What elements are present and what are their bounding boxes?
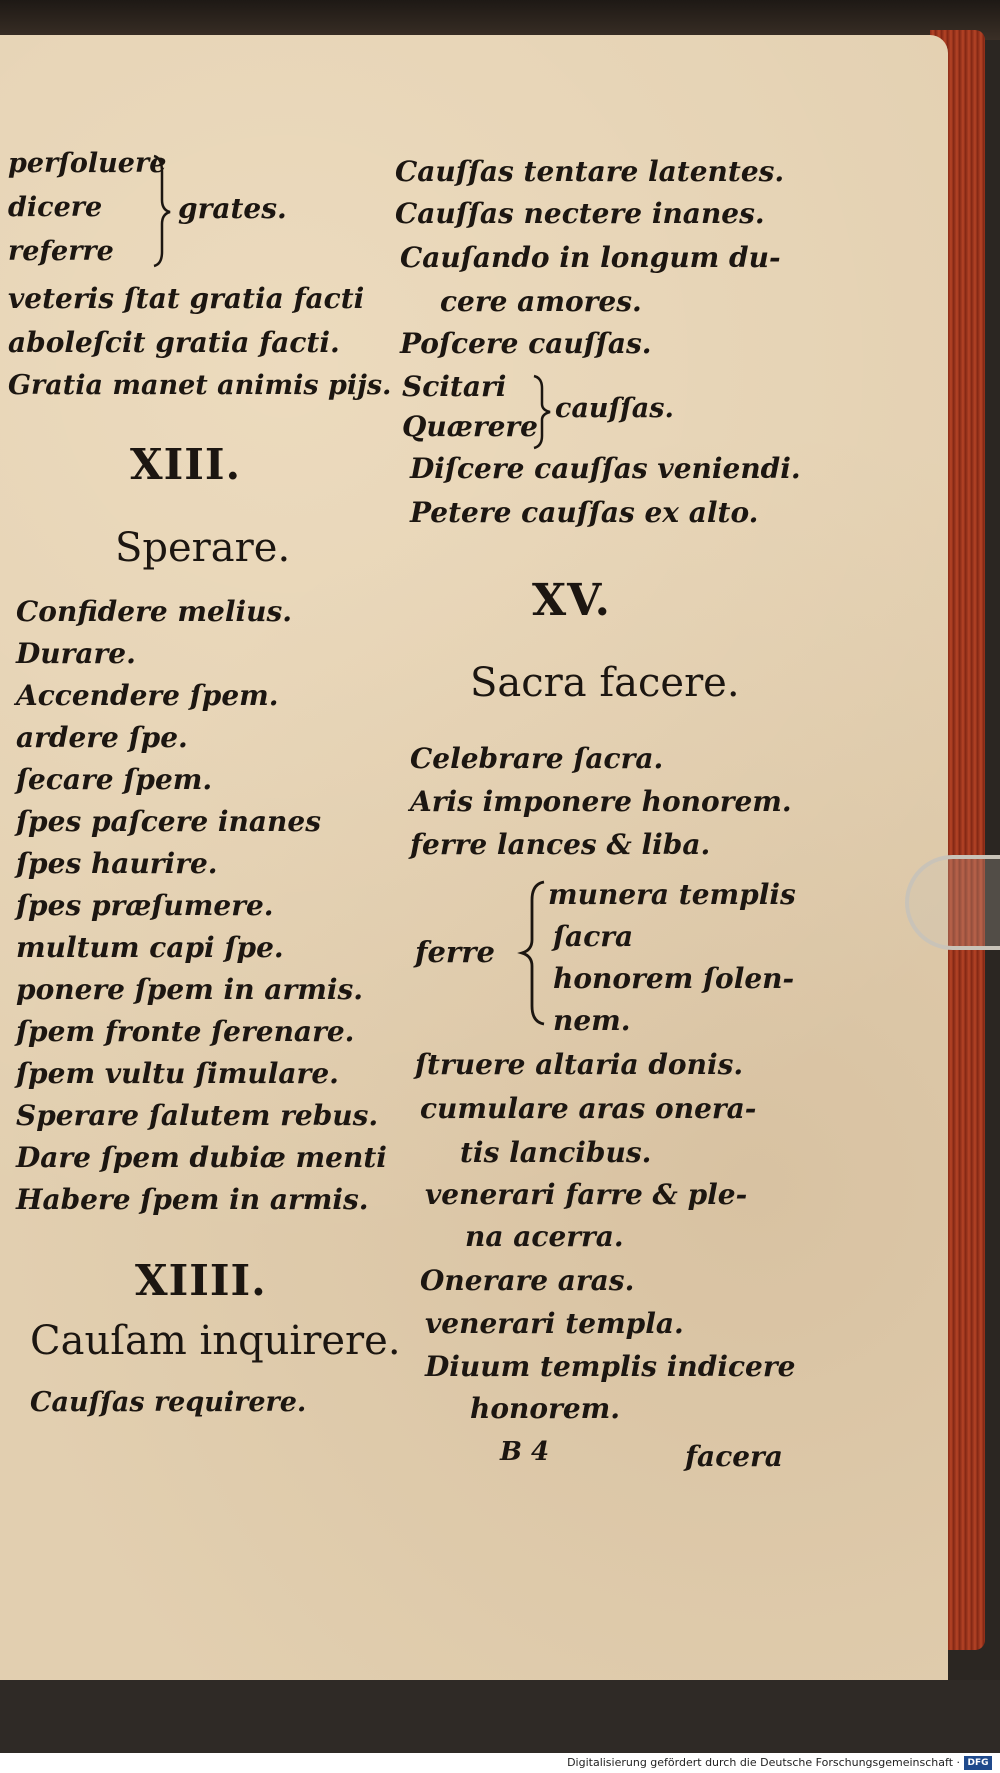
text-line: veteris ſtat gratia facti	[8, 282, 365, 315]
text-line: ſtruere altaria donis.	[415, 1048, 744, 1081]
section-numeral: XIIII.	[135, 1256, 267, 1305]
text-line: honorem.	[470, 1392, 621, 1425]
text-line: Cauſſas tentare latentes.	[395, 155, 785, 188]
text-line: Diuum templis indicere	[425, 1350, 796, 1383]
text-line: Onerare aras.	[420, 1264, 635, 1297]
text-line: Sperare ſalutem rebus.	[16, 1099, 379, 1132]
text-line: ſpem fronte ſerenare.	[16, 1015, 355, 1048]
text-line: ſpem vultu ſimulare.	[16, 1057, 339, 1090]
text-line: Cauſſas nectere inanes.	[395, 197, 765, 230]
text-line: cere amores.	[440, 285, 642, 318]
ferre-item: honorem ſolen-	[553, 962, 795, 995]
text-line: venerari farre & ple-	[425, 1178, 748, 1211]
text-line: Poſcere cauſſas.	[400, 327, 652, 360]
text-line: ponere ſpem in armis.	[16, 973, 363, 1006]
text-line: ferre lances & liba.	[410, 828, 711, 861]
text-line: aboleſcit gratia facti.	[8, 326, 340, 359]
caussas-item: Quærere	[402, 410, 538, 443]
book-clip	[905, 855, 1000, 950]
text-line: Cauſando in longum du-	[400, 241, 781, 274]
credit-bar	[0, 1753, 1000, 1773]
grates-item: referre	[8, 236, 114, 267]
book-top-edge	[0, 0, 1000, 40]
catchword: facera	[685, 1440, 783, 1473]
caussas-item: Scitari	[402, 370, 507, 403]
section-title: Sperare.	[115, 525, 291, 571]
text-line: Habere ſpem in armis.	[16, 1183, 369, 1216]
curly-brace	[530, 372, 558, 452]
text-line: Durare.	[16, 637, 136, 670]
text-line: Confidere melius.	[16, 595, 292, 628]
text-line: Accendere ſpem.	[16, 679, 279, 712]
section-title: Cauſam inquirere.	[30, 1318, 401, 1364]
text-line: Gratia manet animis pijs.	[8, 370, 392, 401]
grates-target: grates.	[178, 192, 287, 225]
grates-item: dicere	[8, 192, 103, 223]
grates-item: perſoluere	[8, 148, 167, 179]
text-line: tis lancibus.	[460, 1136, 652, 1169]
text-line: ardere ſpe.	[16, 721, 188, 754]
credit-text: Digitalisierung gefördert durch die Deutsche Forschungsgemeinschaft ·	[567, 1756, 960, 1769]
scan-background	[0, 1680, 1000, 1753]
curly-brace	[148, 152, 178, 270]
section-numeral: XV.	[532, 575, 611, 626]
text-line: na acerra.	[465, 1220, 624, 1253]
text-line: ſpes paſcere inanes	[16, 805, 321, 838]
text-line: ſpes haurire.	[16, 847, 218, 880]
text-line: ſpes præſumere.	[16, 889, 274, 922]
text-line: Petere cauſſas ex alto.	[410, 496, 759, 529]
text-line: venerari templa.	[425, 1307, 684, 1340]
text-line: Aris imponere honorem.	[410, 785, 792, 818]
ferre-label: ferre	[415, 935, 495, 969]
curly-brace	[512, 878, 548, 1028]
section-numeral: XIII.	[130, 440, 242, 489]
text-line: Dare ſpem dubiæ menti	[16, 1141, 387, 1174]
text-line: Celebrare ſacra.	[410, 742, 664, 775]
caussas-target: cauſſas.	[555, 393, 674, 424]
text-line: ſecare ſpem.	[16, 763, 213, 796]
text-line: multum capi ſpe.	[16, 931, 284, 964]
ferre-item: ſacra	[553, 920, 634, 953]
ferre-item: nem.	[553, 1004, 631, 1037]
text-line: Diſcere cauſſas veniendi.	[410, 452, 801, 485]
signature-mark: B 4	[500, 1437, 550, 1467]
text-line: cumulare aras onera-	[420, 1092, 757, 1125]
dfg-logo: DFG	[964, 1756, 992, 1770]
ferre-item: munera templis	[548, 878, 796, 911]
text-line: Cauſſas requirere.	[30, 1387, 307, 1418]
section-title: Sacra facere.	[470, 660, 740, 706]
